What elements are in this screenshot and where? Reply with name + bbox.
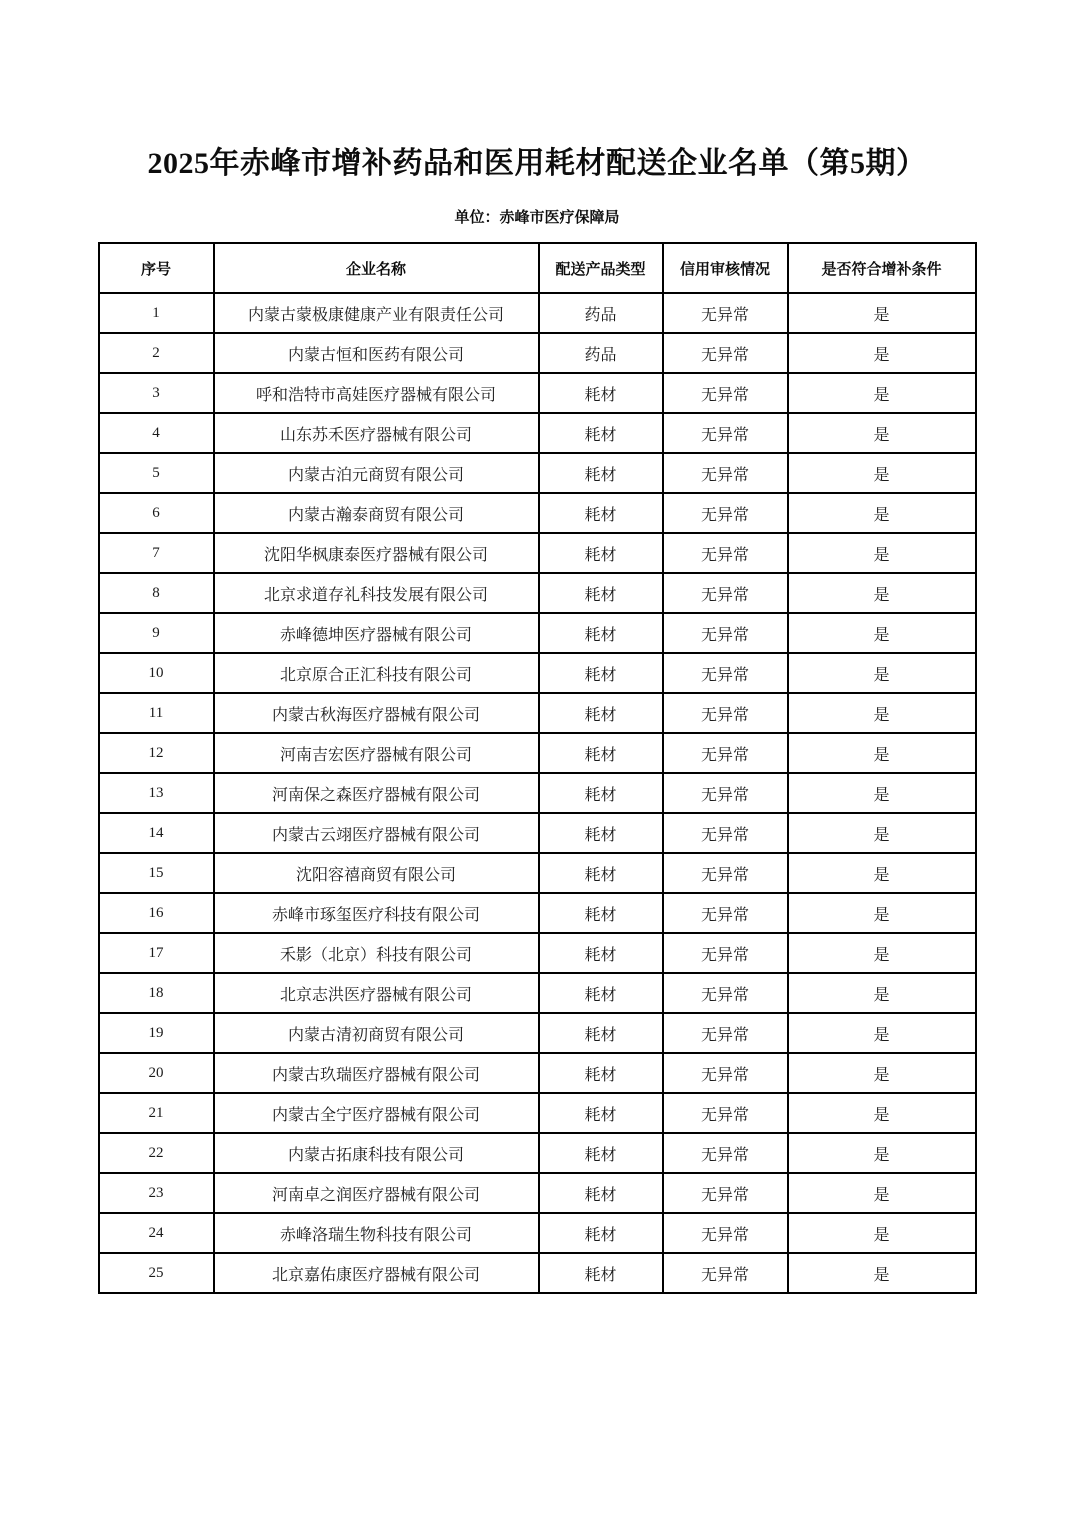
cell-company-name: 河南吉宏医疗器械有限公司 xyxy=(214,733,539,773)
cell-company-name: 内蒙古拓康科技有限公司 xyxy=(214,1133,539,1173)
table-body xyxy=(99,293,976,1293)
cell-serial-number: 3 xyxy=(99,373,214,413)
cell-serial-number: 6 xyxy=(99,493,214,533)
cell-meets-condition: 是 xyxy=(788,1053,976,1093)
table-row xyxy=(99,693,976,733)
table-row xyxy=(99,493,976,533)
header-meets-condition: 是否符合增补条件 xyxy=(788,243,976,293)
cell-company-name: 沈阳华枫康泰医疗器械有限公司 xyxy=(214,533,539,573)
cell-serial-number: 7 xyxy=(99,533,214,573)
cell-credit-review: 无异常 xyxy=(663,573,788,613)
cell-company-name: 北京求道存礼科技发展有限公司 xyxy=(214,573,539,613)
cell-serial-number: 5 xyxy=(99,453,214,493)
cell-serial-number: 18 xyxy=(99,973,214,1013)
cell-serial-number: 16 xyxy=(99,893,214,933)
table-row xyxy=(99,893,976,933)
cell-credit-review: 无异常 xyxy=(663,453,788,493)
cell-serial-number: 14 xyxy=(99,813,214,853)
cell-credit-review: 无异常 xyxy=(663,853,788,893)
cell-product-type: 耗材 xyxy=(539,1213,663,1253)
table-row xyxy=(99,413,976,453)
cell-serial-number: 19 xyxy=(99,1013,214,1053)
cell-meets-condition: 是 xyxy=(788,1253,976,1293)
document-title: 2025年赤峰市增补药品和医用耗材配送企业名单（第5期） xyxy=(147,147,927,180)
table-row xyxy=(99,813,976,853)
cell-meets-condition: 是 xyxy=(788,853,976,893)
cell-meets-condition: 是 xyxy=(788,1213,976,1253)
header-credit-review: 信用审核情况 xyxy=(663,243,788,293)
table-row xyxy=(99,1013,976,1053)
cell-product-type: 耗材 xyxy=(539,1053,663,1093)
cell-company-name: 河南卓之润医疗器械有限公司 xyxy=(214,1173,539,1213)
table-row xyxy=(99,773,976,813)
cell-serial-number: 4 xyxy=(99,413,214,453)
cell-product-type: 药品 xyxy=(539,293,663,333)
cell-product-type: 耗材 xyxy=(539,853,663,893)
cell-company-name: 赤峰洛瑞生物科技有限公司 xyxy=(214,1213,539,1253)
cell-meets-condition: 是 xyxy=(788,413,976,453)
cell-product-type: 耗材 xyxy=(539,613,663,653)
cell-meets-condition: 是 xyxy=(788,693,976,733)
cell-company-name: 内蒙古恒和医药有限公司 xyxy=(214,333,539,373)
table-row xyxy=(99,453,976,493)
cell-serial-number: 10 xyxy=(99,653,214,693)
cell-product-type: 耗材 xyxy=(539,533,663,573)
cell-product-type: 耗材 xyxy=(539,413,663,453)
cell-meets-condition: 是 xyxy=(788,1133,976,1173)
cell-credit-review: 无异常 xyxy=(663,1253,788,1293)
cell-company-name: 禾影（北京）科技有限公司 xyxy=(214,933,539,973)
table-row xyxy=(99,973,976,1013)
table-row xyxy=(99,933,976,973)
cell-product-type: 耗材 xyxy=(539,773,663,813)
cell-meets-condition: 是 xyxy=(788,933,976,973)
cell-credit-review: 无异常 xyxy=(663,1093,788,1133)
cell-meets-condition: 是 xyxy=(788,293,976,333)
cell-product-type: 药品 xyxy=(539,333,663,373)
table-row xyxy=(99,1093,976,1133)
cell-serial-number: 11 xyxy=(99,693,214,733)
cell-credit-review: 无异常 xyxy=(663,413,788,453)
cell-credit-review: 无异常 xyxy=(663,493,788,533)
cell-meets-condition: 是 xyxy=(788,1093,976,1133)
cell-company-name: 内蒙古全宁医疗器械有限公司 xyxy=(214,1093,539,1133)
cell-product-type: 耗材 xyxy=(539,973,663,1013)
cell-product-type: 耗材 xyxy=(539,493,663,533)
cell-company-name: 内蒙古秋海医疗器械有限公司 xyxy=(214,693,539,733)
cell-meets-condition: 是 xyxy=(788,1173,976,1213)
cell-product-type: 耗材 xyxy=(539,653,663,693)
company-table xyxy=(98,242,977,1294)
cell-product-type: 耗材 xyxy=(539,893,663,933)
table-row xyxy=(99,1173,976,1213)
header-product-type: 配送产品类型 xyxy=(539,243,663,293)
table-row xyxy=(99,853,976,893)
cell-meets-condition: 是 xyxy=(788,1013,976,1053)
cell-company-name: 赤峰德坤医疗器械有限公司 xyxy=(214,613,539,653)
header-serial-number: 序号 xyxy=(99,243,214,293)
cell-product-type: 耗材 xyxy=(539,573,663,613)
cell-meets-condition: 是 xyxy=(788,773,976,813)
cell-product-type: 耗材 xyxy=(539,1133,663,1173)
cell-product-type: 耗材 xyxy=(539,453,663,493)
cell-credit-review: 无异常 xyxy=(663,293,788,333)
table-row xyxy=(99,1213,976,1253)
cell-credit-review: 无异常 xyxy=(663,373,788,413)
table-row xyxy=(99,533,976,573)
cell-company-name: 呼和浩特市高娃医疗器械有限公司 xyxy=(214,373,539,413)
cell-meets-condition: 是 xyxy=(788,613,976,653)
cell-product-type: 耗材 xyxy=(539,1013,663,1053)
cell-company-name: 内蒙古云翊医疗器械有限公司 xyxy=(214,813,539,853)
cell-credit-review: 无异常 xyxy=(663,1213,788,1253)
table-row xyxy=(99,1133,976,1173)
cell-meets-condition: 是 xyxy=(788,333,976,373)
cell-meets-condition: 是 xyxy=(788,653,976,693)
cell-meets-condition: 是 xyxy=(788,533,976,573)
table-header-row xyxy=(99,243,976,293)
cell-credit-review: 无异常 xyxy=(663,653,788,693)
cell-company-name: 山东苏禾医疗器械有限公司 xyxy=(214,413,539,453)
cell-company-name: 北京志洪医疗器械有限公司 xyxy=(214,973,539,1013)
table-row xyxy=(99,1253,976,1293)
cell-credit-review: 无异常 xyxy=(663,333,788,373)
table-row xyxy=(99,1053,976,1093)
cell-serial-number: 2 xyxy=(99,333,214,373)
cell-company-name: 内蒙古蒙极康健康产业有限责任公司 xyxy=(214,293,539,333)
cell-meets-condition: 是 xyxy=(788,373,976,413)
cell-company-name: 河南保之森医疗器械有限公司 xyxy=(214,773,539,813)
cell-serial-number: 13 xyxy=(99,773,214,813)
cell-serial-number: 9 xyxy=(99,613,214,653)
cell-serial-number: 21 xyxy=(99,1093,214,1133)
table-row xyxy=(99,653,976,693)
cell-meets-condition: 是 xyxy=(788,733,976,773)
cell-credit-review: 无异常 xyxy=(663,773,788,813)
cell-meets-condition: 是 xyxy=(788,453,976,493)
cell-serial-number: 25 xyxy=(99,1253,214,1293)
cell-product-type: 耗材 xyxy=(539,933,663,973)
cell-company-name: 内蒙古玖瑞医疗器械有限公司 xyxy=(214,1053,539,1093)
cell-serial-number: 20 xyxy=(99,1053,214,1093)
cell-company-name: 北京原合正汇科技有限公司 xyxy=(214,653,539,693)
cell-credit-review: 无异常 xyxy=(663,1053,788,1093)
table-header xyxy=(99,243,976,293)
cell-meets-condition: 是 xyxy=(788,893,976,933)
cell-credit-review: 无异常 xyxy=(663,893,788,933)
cell-credit-review: 无异常 xyxy=(663,813,788,853)
cell-credit-review: 无异常 xyxy=(663,533,788,573)
cell-serial-number: 23 xyxy=(99,1173,214,1213)
cell-product-type: 耗材 xyxy=(539,373,663,413)
cell-credit-review: 无异常 xyxy=(663,693,788,733)
table-row xyxy=(99,733,976,773)
cell-credit-review: 无异常 xyxy=(663,1173,788,1213)
cell-company-name: 内蒙古泊元商贸有限公司 xyxy=(214,453,539,493)
cell-product-type: 耗材 xyxy=(539,1093,663,1133)
cell-meets-condition: 是 xyxy=(788,973,976,1013)
cell-company-name: 内蒙古清初商贸有限公司 xyxy=(214,1013,539,1053)
cell-company-name: 沈阳容禧商贸有限公司 xyxy=(214,853,539,893)
issuing-unit: 单位：赤峰市医疗保障局 xyxy=(454,209,620,226)
table-row xyxy=(99,613,976,653)
cell-serial-number: 22 xyxy=(99,1133,214,1173)
cell-credit-review: 无异常 xyxy=(663,1013,788,1053)
cell-company-name: 内蒙古瀚泰商贸有限公司 xyxy=(214,493,539,533)
table-row xyxy=(99,373,976,413)
cell-serial-number: 8 xyxy=(99,573,214,613)
cell-product-type: 耗材 xyxy=(539,1173,663,1213)
table-row xyxy=(99,293,976,333)
cell-serial-number: 17 xyxy=(99,933,214,973)
cell-credit-review: 无异常 xyxy=(663,933,788,973)
cell-credit-review: 无异常 xyxy=(663,613,788,653)
cell-meets-condition: 是 xyxy=(788,493,976,533)
cell-product-type: 耗材 xyxy=(539,1253,663,1293)
cell-meets-condition: 是 xyxy=(788,573,976,613)
table-row xyxy=(99,333,976,373)
table-row xyxy=(99,573,976,613)
cell-serial-number: 1 xyxy=(99,293,214,333)
cell-product-type: 耗材 xyxy=(539,733,663,773)
cell-product-type: 耗材 xyxy=(539,813,663,853)
cell-serial-number: 12 xyxy=(99,733,214,773)
cell-company-name: 赤峰市琢玺医疗科技有限公司 xyxy=(214,893,539,933)
cell-credit-review: 无异常 xyxy=(663,1133,788,1173)
cell-serial-number: 15 xyxy=(99,853,214,893)
cell-credit-review: 无异常 xyxy=(663,733,788,773)
cell-meets-condition: 是 xyxy=(788,813,976,853)
cell-product-type: 耗材 xyxy=(539,693,663,733)
cell-credit-review: 无异常 xyxy=(663,973,788,1013)
cell-serial-number: 24 xyxy=(99,1213,214,1253)
header-company-name: 企业名称 xyxy=(214,243,539,293)
cell-company-name: 北京嘉佑康医疗器械有限公司 xyxy=(214,1253,539,1293)
